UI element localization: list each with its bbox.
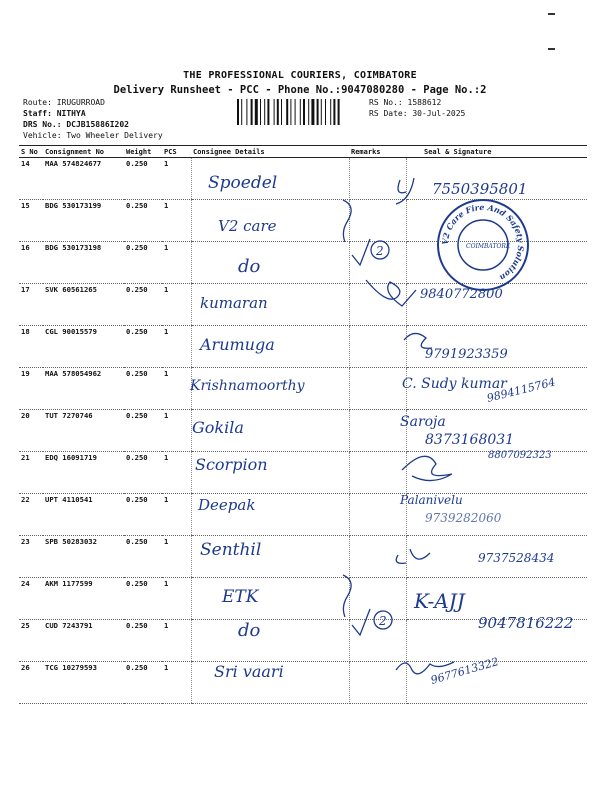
handwritten-phone: 9840772800	[420, 287, 503, 302]
circled-two-text: 2	[379, 614, 387, 628]
signature-17	[366, 280, 416, 306]
sno-cell: 22	[19, 494, 43, 536]
tick-mark	[352, 609, 370, 635]
handwritten-phone: 9739282060	[425, 511, 502, 525]
consignment-cell: CGL 90015579	[43, 326, 124, 368]
pcs-cell: 1	[162, 368, 191, 410]
handwritten-consignee: kumaran	[200, 294, 268, 312]
handwritten-phone: 9677613322	[429, 655, 501, 687]
sno-cell: 16	[19, 242, 43, 284]
handwritten-name: C. Sudy kumar	[402, 376, 507, 392]
consignment-cell: SVK 60561265	[43, 284, 124, 326]
handwritten-phone: 8373168031	[425, 432, 515, 448]
column-header: Seal & Signature	[406, 146, 587, 158]
handwritten-phone: 8807092323	[488, 450, 552, 461]
sno-cell: 19	[19, 368, 43, 410]
handwritten-phone: 9894115764	[485, 375, 557, 405]
handwritten-consignee: do	[238, 256, 261, 277]
sno-cell: 17	[19, 284, 43, 326]
drs-label: DRS No.:	[23, 120, 62, 129]
consignment-cell: MAA 574824677	[43, 158, 124, 200]
weight-cell: 0.250	[124, 242, 162, 284]
company-seal-stamp	[438, 200, 528, 290]
column-header: S No	[19, 146, 43, 158]
circled-two-text: 2	[376, 244, 384, 258]
staff-value: NITHYA	[56, 109, 86, 118]
handwritten-phone: 9737528434	[478, 551, 555, 565]
weight-cell: 0.250	[124, 284, 162, 326]
handwritten-phone: 9047816222	[478, 614, 574, 632]
signature-21	[402, 456, 452, 480]
weight-cell: 0.250	[124, 452, 162, 494]
weight-cell: 0.250	[124, 536, 162, 578]
handwritten-consignee: Scorpion	[195, 455, 268, 474]
consignment-cell: CUD 7243791	[43, 620, 124, 662]
rs-date-label: RS Date:	[369, 109, 408, 118]
consignment-cell: BDG 530173198	[43, 242, 124, 284]
consignment-cell: TCG 10279593	[43, 662, 124, 704]
column-header: PCS	[162, 146, 191, 158]
weight-cell: 0.250	[124, 326, 162, 368]
sno-cell: 26	[19, 662, 43, 704]
sno-cell: 25	[19, 620, 43, 662]
column-header: Consignee Details	[191, 146, 349, 158]
weight-cell: 0.250	[124, 158, 162, 200]
handwritten-name: Saroja	[400, 414, 446, 430]
consignment-cell: TUT 7270746	[43, 410, 124, 452]
ditto-bracket-mark	[343, 200, 351, 242]
column-header: Consignment No	[43, 146, 124, 158]
pcs-cell: 1	[162, 242, 191, 284]
drs-value: DCJB15886I202	[66, 120, 129, 129]
sno-cell: 24	[19, 578, 43, 620]
tick-mark	[352, 239, 370, 265]
route-value: IRUGURROAD	[56, 98, 105, 107]
seal-text: V2 Care Fire And Safety Solution	[439, 201, 527, 284]
handwritten-consignee: V2 care	[218, 217, 277, 235]
sno-cell: 15	[19, 200, 43, 242]
handwritten-phone: 7550395801	[432, 180, 528, 198]
handwritten-consignee: Senthil	[200, 540, 262, 560]
sno-cell: 14	[19, 158, 43, 200]
handwritten-consignee: Spoedel	[208, 173, 278, 193]
consignment-cell: SPB 50283032	[43, 536, 124, 578]
sno-cell: 21	[19, 452, 43, 494]
signature-14	[396, 178, 414, 204]
pcs-cell: 1	[162, 536, 191, 578]
handwritten-consignee: ETK	[222, 587, 259, 607]
staff-label: Staff:	[23, 109, 52, 118]
vehicle-label: Vehicle:	[23, 131, 62, 140]
weight-cell: 0.250	[124, 368, 162, 410]
sno-cell: 18	[19, 326, 43, 368]
pcs-cell: 1	[162, 326, 191, 368]
rs-date-value: 30-Jul-2025	[412, 109, 466, 118]
column-header: Weight	[124, 146, 162, 158]
handwritten-consignee: Krishnamoorthy	[190, 378, 305, 394]
handwritten-name: Palanivelu	[400, 493, 463, 507]
consignment-cell: MAA 578054962	[43, 368, 124, 410]
signature-23	[396, 549, 430, 563]
sno-cell: 20	[19, 410, 43, 452]
pcs-cell: 1	[162, 494, 191, 536]
weight-cell: 0.250	[124, 662, 162, 704]
consignment-cell: AKM 1177599	[43, 578, 124, 620]
consignment-cell: BDG 530173199	[43, 200, 124, 242]
pcs-cell: 1	[162, 620, 191, 662]
weight-cell: 0.250	[124, 200, 162, 242]
handwritten-phone: 9791923359	[425, 347, 508, 362]
vehicle-value: Two Wheeler Delivery	[66, 131, 163, 140]
consignment-cell: EDQ 16091719	[43, 452, 124, 494]
weight-cell: 0.250	[124, 620, 162, 662]
company-title: THE PROFESSIONAL COURIERS, COIMBATORE	[183, 70, 417, 81]
handwritten-consignee: Sri vaari	[214, 662, 284, 681]
rs-no-label: RS No.:	[369, 98, 403, 107]
pcs-cell: 1	[162, 662, 191, 704]
seal-center-text: COIMBATORE	[466, 243, 511, 250]
column-header: Remarks	[349, 146, 406, 158]
pcs-cell: 1	[162, 578, 191, 620]
rs-no-value: 1588612	[407, 98, 442, 107]
pcs-cell: 1	[162, 410, 191, 452]
pcs-cell: 1	[162, 284, 191, 326]
weight-cell: 0.250	[124, 578, 162, 620]
runsheet-subtitle: Delivery Runsheet - PCC - Phone No.:9047080280 - Page No.:2	[113, 84, 487, 96]
handwritten-consignee: Arumuga	[200, 335, 275, 354]
handwritten-consignee: do	[238, 620, 261, 641]
handwritten-consignee: Gokila	[192, 418, 244, 437]
pcs-cell: 1	[162, 452, 191, 494]
ditto-bracket-mark	[343, 575, 351, 617]
route-label: Route:	[23, 98, 52, 107]
consignment-cell: UPT 4110541	[43, 494, 124, 536]
handwritten-signature: K-AJJ	[414, 589, 465, 613]
weight-cell: 0.250	[124, 494, 162, 536]
sno-cell: 23	[19, 536, 43, 578]
weight-cell: 0.250	[124, 410, 162, 452]
pcs-cell: 1	[162, 200, 191, 242]
handwritten-consignee: Deepak	[198, 496, 256, 514]
pcs-cell: 1	[162, 158, 191, 200]
